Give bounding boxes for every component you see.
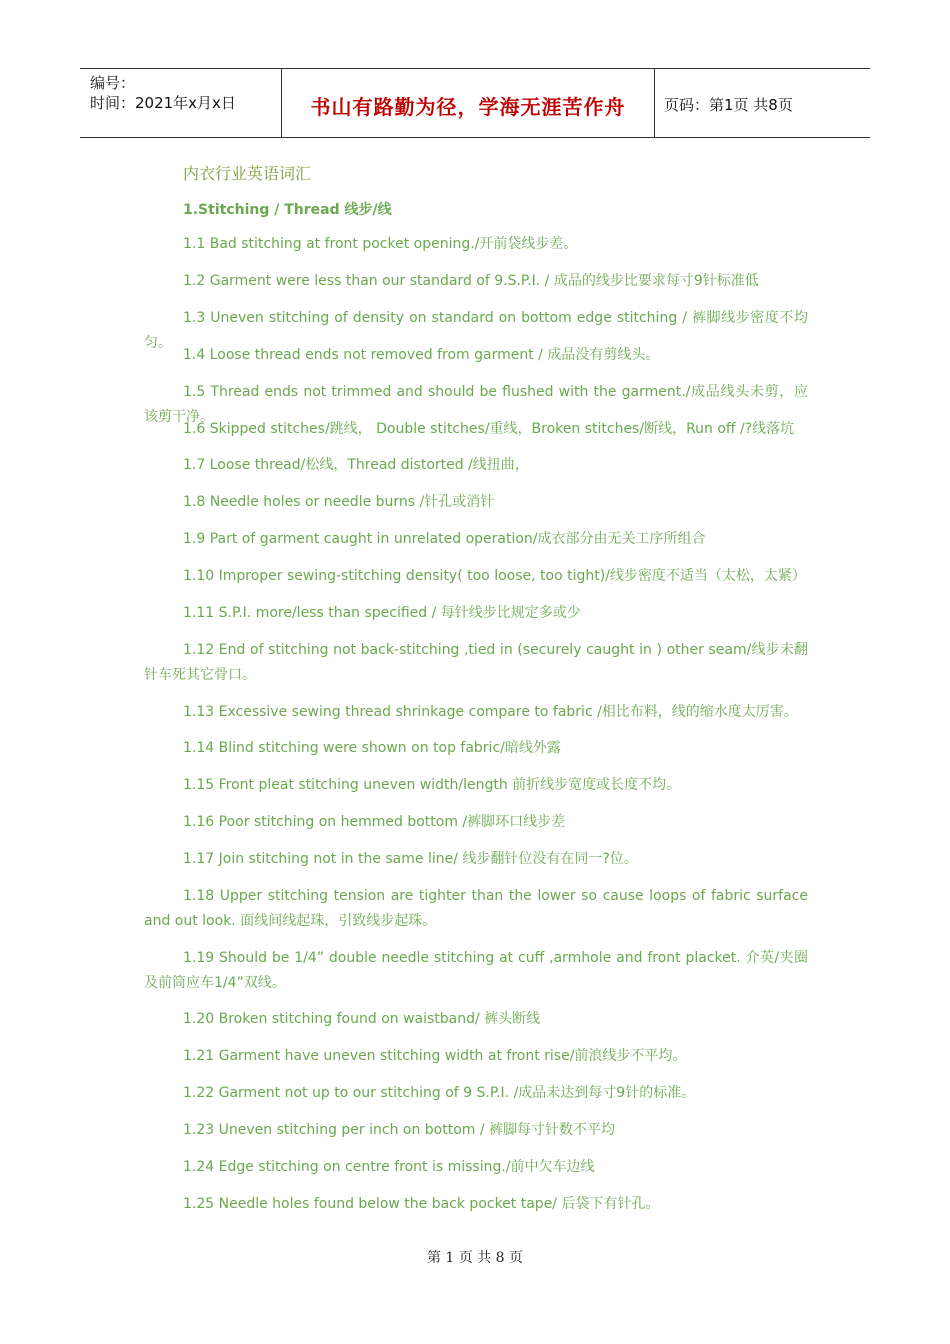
list-item: 1.14 Blind stitching were shown on top fabric/暗线外露 bbox=[183, 740, 561, 756]
list-item: 1.18 Upper stitching tension are tighter than the lower so cause loops of fabric surface and out look. 面线间线起珠，引致线步起珠。 bbox=[144, 888, 808, 929]
list-item: 1.1 Bad stitching at front pocket opening./开前袋线步差。 bbox=[183, 236, 578, 252]
list-item: 1.9 Part of garment caught in unrelated operation/成衣部分由无关工序所组合 bbox=[183, 531, 706, 547]
header-left-cell bbox=[80, 69, 282, 137]
document-title: 内衣行业英语词汇 bbox=[183, 164, 312, 183]
list-item: 1.16 Poor stitching on hemmed bottom /裤脚环口线步差 bbox=[183, 814, 566, 830]
list-item: 1.17 Join stitching not in the same line/ 线步翻针位没有在同一?位。 bbox=[183, 851, 638, 867]
page-number-text: 页码：第1页 共8页 bbox=[664, 96, 793, 114]
list-item: 1.23 Uneven stitching per inch on bottom / 裤脚每寸针数不平均 bbox=[183, 1122, 616, 1138]
section-title: 1.Stitching / Thread 线步/线 bbox=[183, 202, 392, 218]
page-footer: 第 1 页 共 8 页 bbox=[426, 1250, 524, 1266]
list-item: 1.25 Needle holes found below the back pocket tape/ 后袋下有针孔。 bbox=[183, 1196, 660, 1212]
list-item: 1.8 Needle holes or needle burns /针孔或消针 bbox=[183, 494, 495, 510]
list-item: 1.5 Thread ends not trimmed and should be flushed with the garment./成品线头未剪，应该剪干净。 bbox=[144, 384, 808, 425]
list-item: 1.12 End of stitching not back-stitching ,tied in (securely caught in ) other seam/线步未翻针车死其它骨口。 bbox=[144, 642, 808, 683]
list-item: 1.10 Improper sewing-stitching density( too loose, too tight)/线步密度不适当（太松，太紧） bbox=[183, 568, 806, 584]
list-item: 1.3 Uneven stitching of density on standard on bottom edge stitching / 裤脚线步密度不均匀。 bbox=[144, 310, 808, 351]
header-page-cell bbox=[655, 69, 870, 137]
list-item: 1.15 Front pleat stitching uneven width/length 前折线步宽度或长度不均。 bbox=[183, 777, 681, 793]
list-item: 1.2 Garment were less than our standard of 9.S.P.I. / 成品的线步比要求每寸9针标准低 bbox=[183, 273, 759, 289]
list-item: 1.20 Broken stitching found on waistband/ 裤头断线 bbox=[183, 1011, 541, 1027]
list-item: 1.22 Garment not up to our stitching of 9 S.P.I. /成品未达到每寸9针的标准。 bbox=[183, 1085, 696, 1101]
list-item: 1.13 Excessive sewing thread shrinkage compare to fabric /相比布料，线的缩水度太厉害。 bbox=[183, 704, 798, 720]
list-item: 1.4 Loose thread ends not removed from garment / 成品没有剪线头。 bbox=[183, 347, 660, 363]
list-item: 1.21 Garment have uneven stitching width at front rise/前浪线步不平均。 bbox=[183, 1048, 687, 1064]
page-header bbox=[80, 68, 870, 138]
motto: 书山有路勤为径，学海无涯苦作舟 bbox=[310, 95, 626, 119]
list-item: 1.19 Should be 1/4” double needle stitching at cuff ,armhole and front placket. 介英/夹圈及前筒应车1/4”双线。 bbox=[144, 950, 808, 991]
header-motto-cell bbox=[282, 69, 655, 137]
list-item: 1.24 Edge stitching on centre front is missing./前中欠车边线 bbox=[183, 1159, 595, 1175]
number-label: 编号： bbox=[90, 74, 136, 92]
date-text: 时间：2021年x月x日 bbox=[90, 94, 236, 112]
list-item: 1.11 S.P.I. more/less than specified / 每针线步比规定多或少 bbox=[183, 605, 581, 621]
list-item: 1.6 Skipped stitches/跳线， Double stitches/重线，Broken stitches/断线，Run off /?线落坑 bbox=[183, 421, 795, 437]
list-item: 1.7 Loose thread/松线，Thread distorted /线扭曲， bbox=[183, 457, 529, 473]
